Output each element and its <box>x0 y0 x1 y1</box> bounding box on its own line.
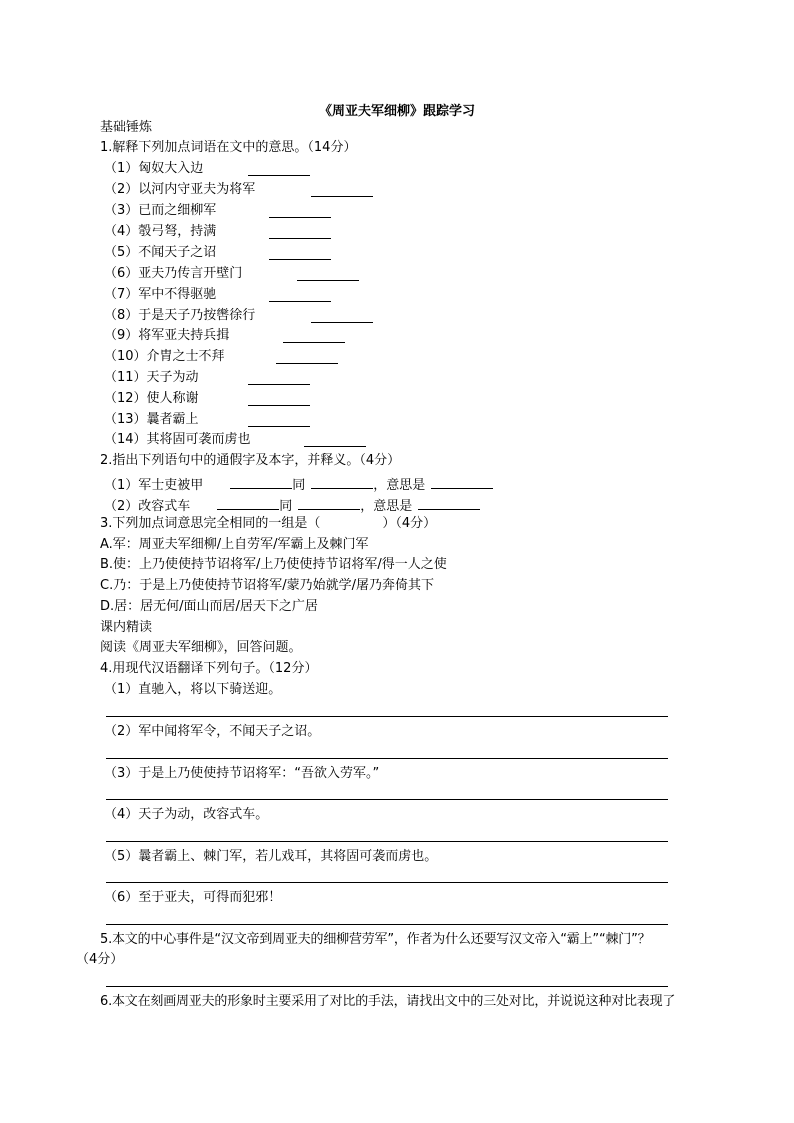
q4-answer-line-5[interactable] <box>106 882 668 883</box>
q1-item-12: （12）使人称谢 <box>104 391 199 406</box>
q4-item-3: （3）于是上乃使使持节诏将军：“吾欲入劳军。” <box>104 766 380 781</box>
q2-item-1: （1）军士吏被甲 同 ，意思是 <box>104 474 493 494</box>
q1-answer-blank-10[interactable] <box>276 349 338 364</box>
question-6-stem: 6.本文在刻画周亚夫的形象时主要采用了对比的手法，请找出文中的三处对比，并说说这种对比表现了 <box>100 994 676 1009</box>
q1-item-3: （3）已而之细柳军 <box>104 203 217 218</box>
section-heading-reading: 课内精读 <box>100 620 153 635</box>
q1-item-4: （4）彀弓弩，持满 <box>104 224 217 239</box>
q1-item-6: （6）亚夫乃传言开壁门 <box>104 266 243 281</box>
q1-item-11: （11）天子为动 <box>104 370 199 385</box>
q3-option-d: D.居：居无何/面山而居/居天下之广居 <box>100 599 318 614</box>
q3-option-a: A.军：周亚夫军细柳/上自劳军/军霸上及棘门军 <box>100 537 369 552</box>
q4-answer-line-3[interactable] <box>106 799 668 800</box>
q1-item-2: （2）以河内守亚夫为将军 <box>104 182 256 197</box>
q4-item-6: （6）至于亚夫，可得而犯邪！ <box>104 890 282 905</box>
q2-blank-tongjiazi-2[interactable] <box>217 495 279 510</box>
question-2-stem: 2.指出下列语句中的通假字及本字，并释义。（4分） <box>100 453 401 468</box>
q1-item-13: （13）曩者霸上 <box>104 412 199 427</box>
q1-answer-blank-14[interactable] <box>304 432 366 447</box>
q4-item-1: （1）直驰入，将以下骑送迎。 <box>104 682 282 697</box>
question-4-stem: 4.用现代汉语翻译下列句子。（12分） <box>100 661 318 676</box>
question-5-stem: 5.本文的中心事件是“汉文帝到周亚夫的细柳营劳军”，作者为什么还要写汉文帝入“霸上”“棘门”？ <box>100 932 651 947</box>
section-heading-basic: 基础锤炼 <box>100 120 153 135</box>
q1-answer-blank-11[interactable] <box>248 370 310 385</box>
q1-item-7: （7）军中不得驱驰 <box>104 287 217 302</box>
q1-item-10: （10）介胄之士不拜 <box>104 349 225 364</box>
q1-item-8: （8）于是天子乃按辔徐行 <box>104 308 256 323</box>
q1-item-9: （9）将军亚夫持兵揖 <box>104 328 230 343</box>
q4-answer-line-1[interactable] <box>106 716 668 717</box>
q4-answer-line-2[interactable] <box>106 758 668 759</box>
q4-item-5: （5）曩者霸上、棘门军，若儿戏耳，其将固可袭而虏也。 <box>104 849 438 864</box>
q2-blank-benzi-1[interactable] <box>311 474 373 489</box>
q1-answer-blank-13[interactable] <box>248 412 310 427</box>
q1-answer-blank-8[interactable] <box>311 308 373 323</box>
q1-answer-blank-5[interactable] <box>269 245 331 260</box>
q1-item-1: （1）匈奴大入边 <box>104 161 204 176</box>
q3-option-b: B.使：上乃使使持节诏将军/上乃使使持节诏将军/得一人之使 <box>100 557 447 572</box>
q1-item-5: （5）不闻天子之诏 <box>104 245 217 260</box>
q1-item-14: （14）其将固可袭而虏也 <box>104 432 251 447</box>
question-5-score: （4分） <box>76 952 124 967</box>
q2-item-2: （2）改容式车 同 ，意思是 <box>104 495 480 515</box>
q4-item-4: （4）天子为动，改容式车。 <box>104 807 269 822</box>
q2-blank-meaning-1[interactable] <box>431 474 493 489</box>
q4-answer-line-6[interactable] <box>106 924 668 925</box>
q2-blank-benzi-2[interactable] <box>298 495 360 510</box>
q5-answer-line[interactable] <box>106 986 668 987</box>
q1-answer-blank-9[interactable] <box>283 328 345 343</box>
q2-blank-tongjiazi-1[interactable] <box>230 474 292 489</box>
reading-intro: 阅读《周亚夫军细柳》，回答问题。 <box>100 640 302 655</box>
page-title: 《周亚夫军细柳》跟踪学习 <box>318 104 475 119</box>
q4-item-2: （2）军中闻将军令，不闻天子之诏。 <box>104 724 321 739</box>
q1-answer-blank-4[interactable] <box>269 224 331 239</box>
q1-answer-blank-1[interactable] <box>248 161 310 176</box>
question-3-stem: 3.下列加点词意思完全相同的一组是（ ）（4分） <box>100 516 437 531</box>
q1-answer-blank-3[interactable] <box>269 203 331 218</box>
q1-answer-blank-6[interactable] <box>297 266 359 281</box>
q1-answer-blank-2[interactable] <box>311 182 373 197</box>
q1-answer-blank-12[interactable] <box>248 391 310 406</box>
q4-answer-line-4[interactable] <box>106 841 668 842</box>
question-1-stem: 1.解释下列加点词语在文中的意思。（14分） <box>100 140 357 155</box>
q3-option-c: C.乃：于是上乃使使持节诏将军/蒙乃始就学/屠乃奔倚其下 <box>100 578 434 593</box>
q1-answer-blank-7[interactable] <box>269 287 331 302</box>
q2-blank-meaning-2[interactable] <box>418 495 480 510</box>
